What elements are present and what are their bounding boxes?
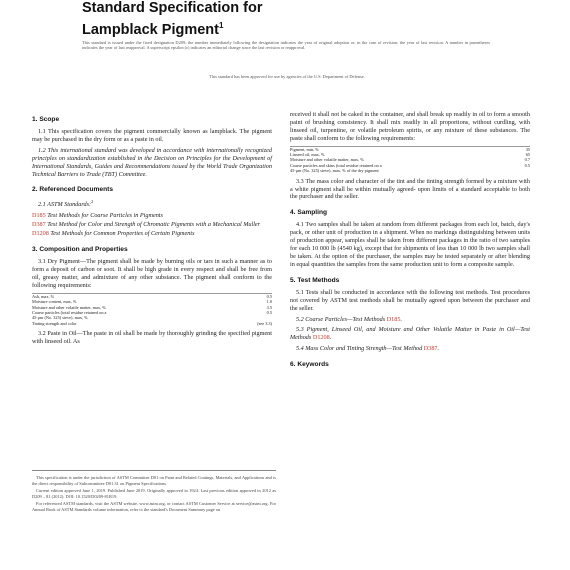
table-cell-label: Moisture and other volatile matter, max, % xyxy=(32,304,106,310)
section-5-heading: 5. Test Methods xyxy=(290,276,340,284)
table-cell-value: 0.5 xyxy=(242,293,272,299)
designation-notice: This standard is issued under the fixed designation D209; the number immediately following the designation indicates the year of original adoption or, in the case of revision, the year of last revision. A number in parentheses indicates the year of last reapproval. A superscript epsilon (ε) indicates an editorial change since the last revision or reapproval. xyxy=(82,40,490,51)
title-footnote-mark: 1 xyxy=(218,21,224,30)
reference-title: Test Method for Color and Strength of Chromatic Pigments with a Mechanical Muller xyxy=(47,221,261,229)
reference-item xyxy=(32,230,272,238)
table-cell-value: 3.5 xyxy=(266,304,272,310)
table-cell-label: Coarse particles and skins (total residue retained on a xyxy=(290,162,382,168)
reference-list xyxy=(32,212,272,238)
para-1-1: 1.1 This specification covers the pigment commercially known as lampblack. The pigment may be purchased in the dry form or as a paste in oil. xyxy=(32,128,272,143)
para-2-1 xyxy=(32,198,272,209)
table-row xyxy=(32,321,272,326)
method-link[interactable]: D185 xyxy=(386,315,401,323)
reference-item xyxy=(32,212,272,220)
reference-link[interactable]: D1208 xyxy=(32,230,49,238)
para-3-2: 3.2 Paste in Oil—The paste in oil shall be made by thoroughly grinding the specified pigment with linseed oil. As xyxy=(32,330,272,346)
para-5-1: 5.1 Tests shall be conducted in accordance with the following test methods. Test procedures not covered by ASTM test methods shall be mutually agreed upon between the purchaser and the seller. xyxy=(290,288,530,312)
para-5-3-text: 5.3 Pigment, Linseed Oil, and Moisture and Other Volatile Matter in Paste in Oil—Test Methods xyxy=(290,326,530,342)
table-cell-label: Linseed oil, max, % xyxy=(290,152,325,158)
para-2-1-sup: 2 xyxy=(91,199,94,205)
table-cell-value: 0.7 xyxy=(524,157,530,163)
section-4-heading: 4. Sampling xyxy=(290,209,328,217)
para-3-1: 3.1 Dry Pigment—The pigment shall be made by burning oils or tars in such a manner as to form a deposit of carbon or soot. It shall be high grade in every respect and shall be free from oil, greasy matter, and admixture of any other substance. The pigment shall conform to the following requirements: xyxy=(32,258,272,289)
footnotes xyxy=(32,470,276,514)
table-cell-label: 45-μm (No. 325) sieve), max, % xyxy=(32,315,88,321)
method-link[interactable]: D1208 xyxy=(312,334,330,342)
para-2-1-text: 2.1 ASTM Standards: xyxy=(38,201,92,209)
table-cell-value: 65 xyxy=(525,152,530,158)
table-cell-label: Tinting strength and color xyxy=(32,320,77,326)
para-5-2: 5.2 Coarse Particles—Test Methods D185. xyxy=(296,315,402,323)
table-cell-label: Ash, max, % xyxy=(32,293,242,299)
table-cell-label: Coarse particles (total residue retained on a xyxy=(32,309,107,315)
table-cell-label: Moisture content, max, % xyxy=(32,299,77,305)
dod-notice: This standard has been approved for use by agencies of the U.S. Department of Defense. xyxy=(209,74,365,79)
table-cell-label: Moisture and other volatile matter, max, % xyxy=(290,157,364,163)
footnote-1-edition: Current edition approved June 1, 2019. Published June 2019. Originally approved in 1924. Last previous edition approved in 2012 as D209 – 81 (2012). DOI: 10.1520/D0209-81R19. xyxy=(32,488,276,499)
left-column xyxy=(32,108,272,349)
para-5-2-text: 5.2 Coarse Particles—Test Methods xyxy=(296,315,387,323)
right-column xyxy=(290,111,530,373)
section-2-heading: 2. Referenced Documents xyxy=(32,186,113,194)
reference-link[interactable]: D185 xyxy=(32,212,46,220)
para-5-4: 5.4 Mass Color and Tinting Strength—Test Method D387. xyxy=(296,345,440,353)
footnote-2: For referenced ASTM standards, visit the ASTM website, www.astm.org, or contact ASTM Customer Service at service@astm.org. For Annual Book of ASTM Standards volume information, refer to the standard's Document Summary page on xyxy=(32,501,276,512)
table-cell-value: 35 xyxy=(500,146,530,152)
table-cell-value: (see 3.3) xyxy=(257,320,272,326)
method-link[interactable]: D387 xyxy=(423,345,438,353)
table-cell-value: 1.0 xyxy=(266,299,272,305)
para-5-4-text: 5.4 Mass Color and Tinting Strength—Test Method xyxy=(296,345,424,353)
reference-title: Test Methods for Common Properties of Certain Pigments xyxy=(50,230,195,238)
paste-requirements-table xyxy=(290,146,530,174)
reference-link[interactable]: D387 xyxy=(32,221,46,229)
dry-pigment-requirements-table xyxy=(32,293,272,326)
section-1-heading: 1. Scope xyxy=(32,116,60,123)
para-3-2-continued: received it shall not be caked in the container, and shall break up readily in oil to form a smooth paint of brushing consistency. It shall mix readily in all proportions, without curdling, with linseed oil, turpentine, or volatile petroleum spirits, or any mixture of these substances. The paste shall conform to the following requirements: xyxy=(290,111,530,142)
table-row xyxy=(290,168,530,173)
title-line-2 xyxy=(82,17,502,39)
para-5-3: 5.3 Pigment, Linseed Oil, and Moisture and Other Volatile Matter in Paste in Oil—Test Methods D1208. xyxy=(290,326,530,342)
reference-title: Test Methods for Coarse Particles in Pigments xyxy=(47,212,163,220)
table-cell-label: 45-μm (No. 325) sieve), max, % of the dry pigment xyxy=(290,168,379,174)
section-6-heading: 6. Keywords xyxy=(290,361,329,369)
title-line-1: Standard Specification for xyxy=(82,0,263,16)
table-cell-value: 0.5 xyxy=(266,309,272,315)
para-1-2: 1.2 This international standard was developed in accordance with internationally recognized principles on standardization established in the Decision on Principles for the Development of International Standards, Guides and Recommendations issued by the World Trade Organization Technical Barriers to Trade (TBT) Committee. xyxy=(32,146,272,178)
para-4-1: 4.1 Two samples shall be taken at random from different packages from each lot, batch, day's pack, or other unit of production in a shipment. When no markings distinguishing between units of production appear, samples shall be taken from different packages in the ratio of two samples for each 10 000 lb (4540 kg), except that for shipments of less than 10 000 lb two samples shall be taken. At the option of the purchaser, the samples may be tested separately or after blending in equal quantities the samples from the same production unit to form a composite sample. xyxy=(290,221,530,268)
para-3-3: 3.3 The mass color and character of the tint and the tinting strength formed by a mixture with a white pigment shall be within mutually agreed- upon limits of a standard acceptable to both the purchaser and the seller. xyxy=(290,177,530,201)
document-title xyxy=(82,0,502,39)
footnote-1: This specification is under the jurisdiction of ASTM Committee D01 on Paint and Related Coatings, Materials, and Applications and is the direct responsibility of Subcommittee D01.31 on Pigment Specifications. xyxy=(32,475,276,486)
table-cell-value: 0.5 xyxy=(524,162,530,168)
section-3-heading: 3. Composition and Properties xyxy=(32,246,128,254)
reference-item xyxy=(32,221,272,229)
title-line-2-text: Lampblack Pigment xyxy=(82,21,219,38)
table-cell-value xyxy=(500,168,530,173)
table-cell-label: Pigment, min, % xyxy=(290,146,500,152)
